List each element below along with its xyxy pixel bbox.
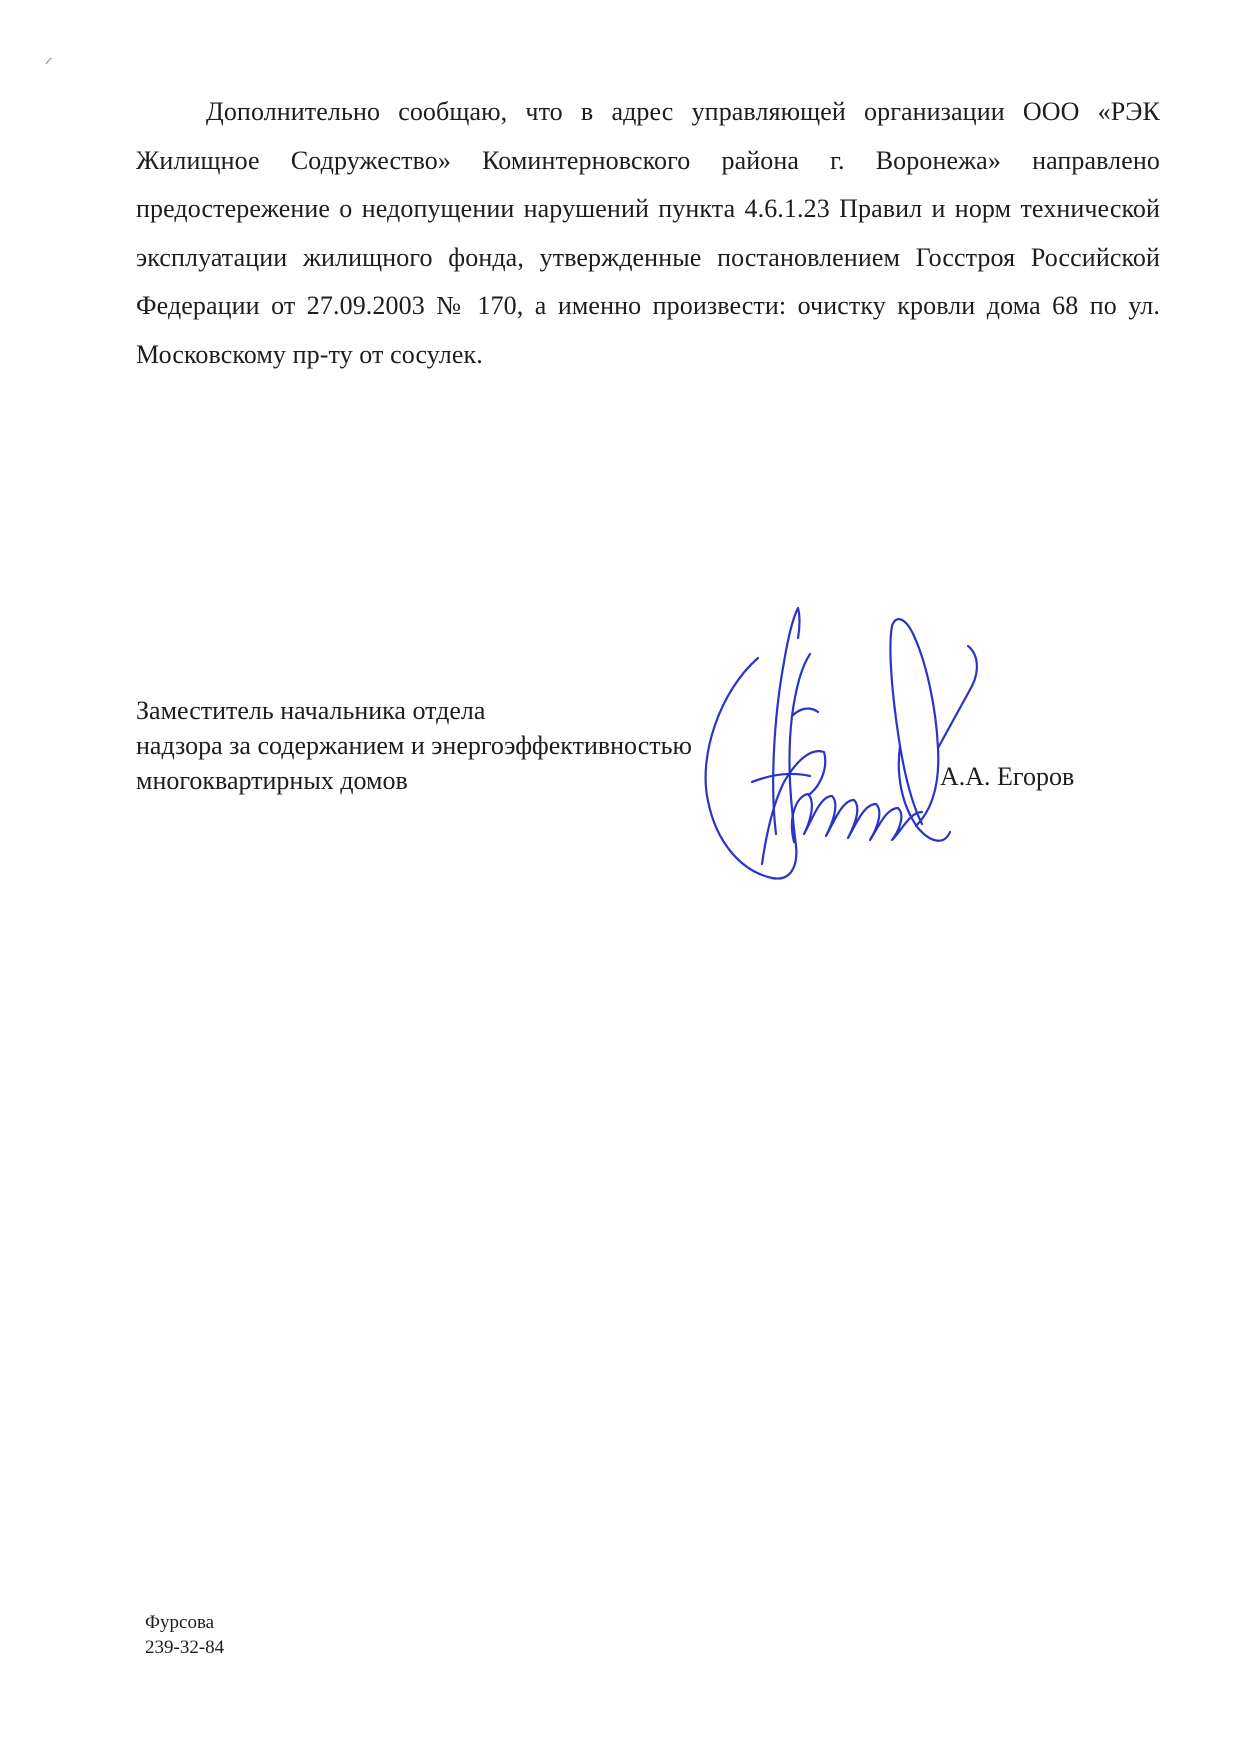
scan-speck-mark bbox=[44, 56, 54, 66]
signer-position-line-1: Заместитель начальника отдела bbox=[136, 696, 486, 725]
executor-phone: 239-32-84 bbox=[145, 1637, 225, 1658]
body-paragraph: Дополнительно сообщаю, что в адрес управляющей организации ООО «РЭК Жилищное Содружество» Коминтерновского района г. Воронежа» направлено предостережение о недопущении нарушений пункта 4.6.1.23 Правил и норм технической эксплуатации жилищного фонда, утвержденные постановлением Госстроя Российской Федерации от 27.09.2003 № 170, а именно произвести: очистку кровли дома 68 по ул. Московскому пр-ту от сосулек. bbox=[136, 97, 1160, 369]
executor-name: Фурсова bbox=[145, 1612, 215, 1633]
signer-position bbox=[136, 693, 796, 798]
signer-position-line-2: надзора за содержанием и энергоэффективностью bbox=[136, 731, 692, 760]
signer-position-line-3: многоквартирных домов bbox=[136, 766, 408, 795]
executor-info bbox=[145, 1610, 224, 1660]
signer-name: А.А. Егоров bbox=[940, 762, 1075, 791]
handwritten-signature bbox=[700, 596, 1000, 886]
letter-body bbox=[136, 88, 1160, 379]
